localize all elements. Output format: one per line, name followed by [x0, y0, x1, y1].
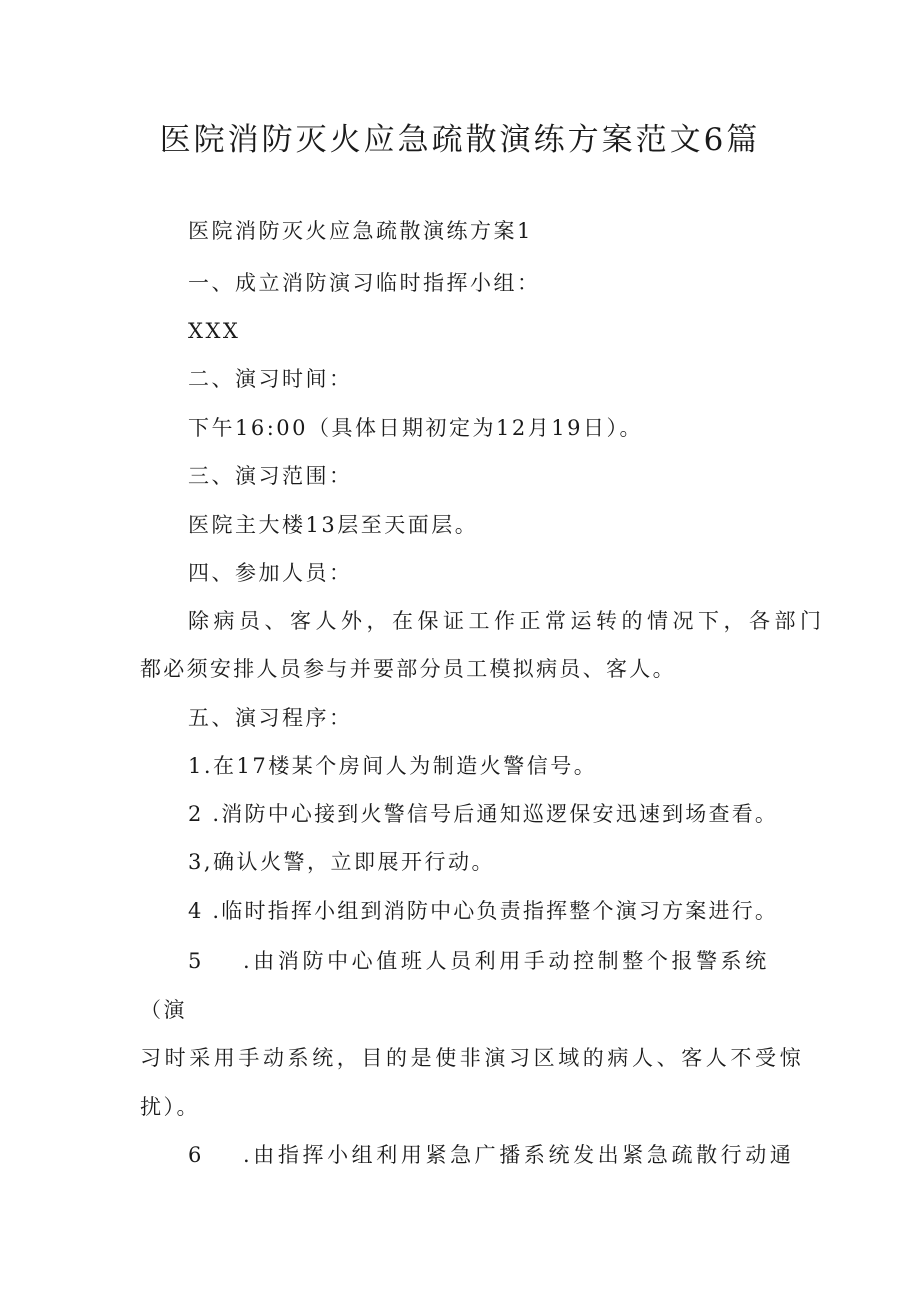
list-item-number: 5	[188, 949, 202, 973]
paragraph-line: 二、演习时间：	[188, 367, 353, 391]
document-title: 医院消防灭火应急疏散演练方案范文6篇	[159, 122, 761, 158]
list-item: .由指挥小组利用紧急广播系统发出紧急疏散行动通	[243, 1143, 795, 1167]
list-item: 1.在17楼某个房间人为制造火警信号。	[188, 754, 598, 778]
paragraph-line: 一、成立消防演习临时指挥小组：	[188, 271, 541, 295]
paragraph-line: 习时采用手动系统，目的是使非演习区域的病人、客人不受惊	[140, 1046, 805, 1070]
paragraph-line: 都必须安排人员参与并要部分员工模拟病员、客人。	[140, 657, 676, 681]
paragraph-line: XXX	[188, 319, 241, 343]
paragraph-line: 五、演习程序：	[188, 706, 353, 730]
paragraph-line: 下午16:00（具体日期初定为12月19日）。	[188, 416, 643, 440]
list-item-number: 6	[188, 1143, 202, 1167]
paragraph-line: 三、演习范围：	[188, 464, 353, 488]
section-heading: 医院消防灭火应急疏散演练方案1	[188, 219, 533, 243]
paragraph-line: 四、参加人员：	[188, 561, 353, 585]
paragraph-line: 扰）。	[140, 1095, 200, 1119]
list-item: 4 .临时指挥小组到消防中心负责指挥整个演习方案进行。	[188, 899, 779, 923]
paragraph-line: 除病员、客人外，在保证工作正常运转的情况下，各部门	[188, 609, 826, 633]
paragraph-line: （演	[140, 998, 187, 1022]
paragraph-line: 医院主大楼13层至天面层。	[188, 513, 479, 537]
list-item: 2 .消防中心接到火警信号后通知巡逻保安迅速到场查看。	[188, 802, 779, 826]
list-item: .由消防中心值班人员利用手动控制整个报警系统	[243, 949, 770, 973]
list-item: 3,确认火警，立即展开行动。	[188, 850, 496, 874]
